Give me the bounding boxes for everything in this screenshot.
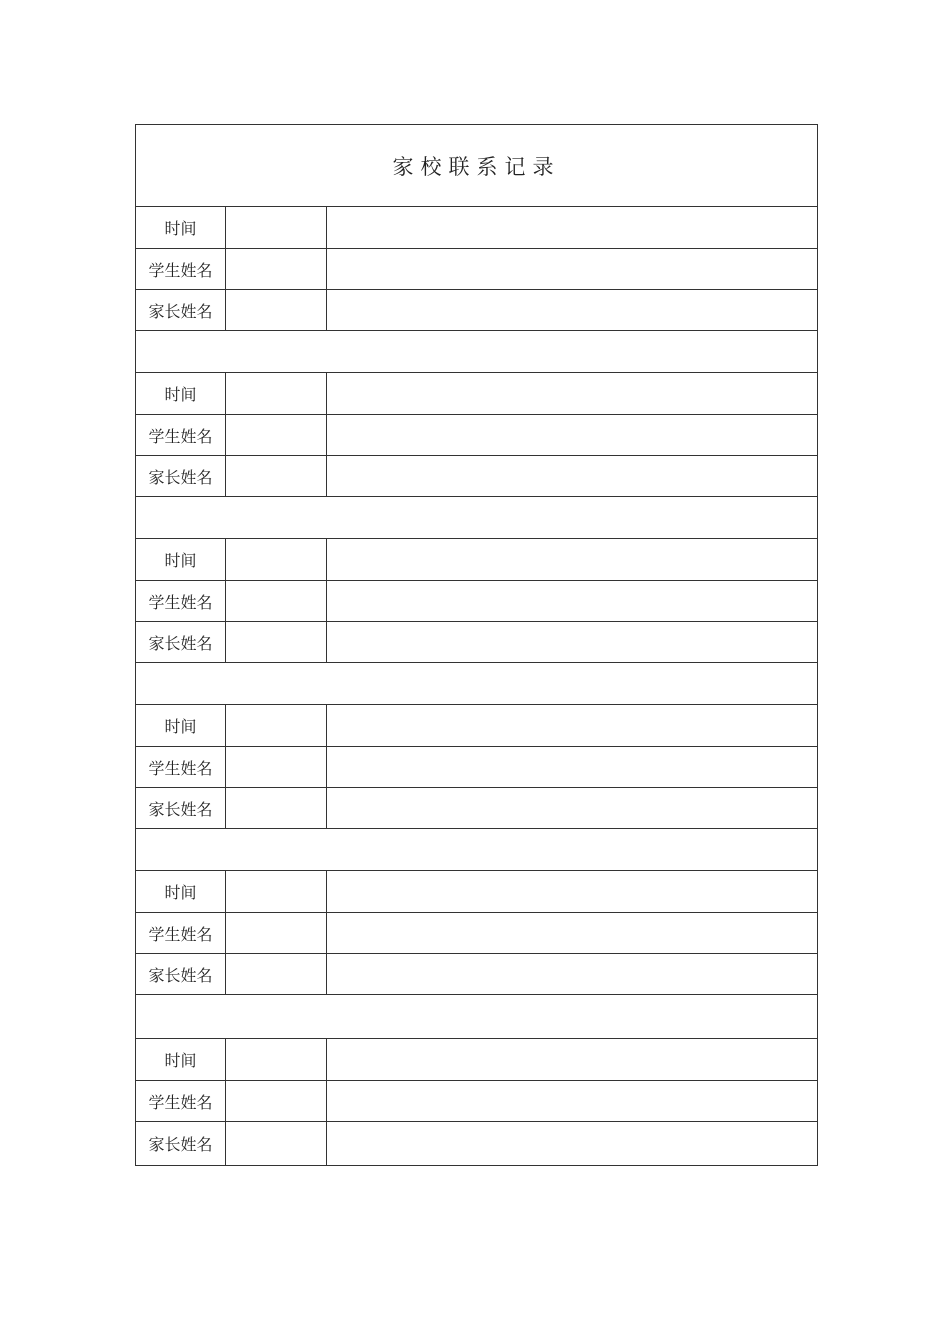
- value-cell-student-name[interactable]: [226, 249, 327, 290]
- notes-cell[interactable]: [327, 954, 818, 995]
- record-row-parent-name: [136, 622, 818, 663]
- label-time: 时间: [136, 705, 226, 747]
- notes-cell[interactable]: [327, 249, 818, 290]
- label-parent-name: 家长姓名: [136, 290, 226, 331]
- notes-cell[interactable]: [327, 581, 818, 622]
- notes-cell[interactable]: [327, 622, 818, 663]
- record-row-time: [136, 207, 818, 249]
- label-parent-name: 家长姓名: [136, 788, 226, 829]
- record-row-parent-name: [136, 1122, 818, 1166]
- value-cell-time[interactable]: [226, 539, 327, 581]
- label-time: 时间: [136, 539, 226, 581]
- record-row-parent-name: [136, 456, 818, 497]
- separator-cell[interactable]: [136, 995, 818, 1039]
- value-cell-time[interactable]: [226, 373, 327, 415]
- value-cell-time[interactable]: [226, 871, 327, 913]
- notes-cell[interactable]: [327, 456, 818, 497]
- label-student-name: 学生姓名: [136, 1081, 226, 1122]
- notes-cell[interactable]: [327, 539, 818, 581]
- notes-cell[interactable]: [327, 415, 818, 456]
- label-time: 时间: [136, 373, 226, 415]
- group-separator-row: [136, 829, 818, 871]
- title-row: [136, 125, 818, 207]
- group-separator-row: [136, 663, 818, 705]
- value-cell-parent-name[interactable]: [226, 954, 327, 995]
- label-parent-name: 家长姓名: [136, 1122, 226, 1166]
- notes-cell[interactable]: [327, 1039, 818, 1081]
- record-row-parent-name: [136, 290, 818, 331]
- notes-cell[interactable]: [327, 788, 818, 829]
- label-time: 时间: [136, 1039, 226, 1081]
- value-cell-parent-name[interactable]: [226, 456, 327, 497]
- label-parent-name: 家长姓名: [136, 954, 226, 995]
- notes-cell[interactable]: [327, 1081, 818, 1122]
- group-separator-row: [136, 497, 818, 539]
- value-cell-student-name[interactable]: [226, 747, 327, 788]
- record-row-student-name: [136, 747, 818, 788]
- separator-cell[interactable]: [136, 663, 818, 705]
- notes-cell[interactable]: [327, 913, 818, 954]
- record-row-student-name: [136, 581, 818, 622]
- group-separator-row: [136, 331, 818, 373]
- label-time: 时间: [136, 871, 226, 913]
- record-row-time: [136, 1039, 818, 1081]
- label-student-name: 学生姓名: [136, 581, 226, 622]
- record-row-time: [136, 539, 818, 581]
- group-separator-row: [136, 995, 818, 1039]
- value-cell-parent-name[interactable]: [226, 290, 327, 331]
- notes-cell[interactable]: [327, 373, 818, 415]
- record-row-time: [136, 373, 818, 415]
- label-student-name: 学生姓名: [136, 249, 226, 290]
- record-row-student-name: [136, 415, 818, 456]
- notes-cell[interactable]: [327, 747, 818, 788]
- label-student-name: 学生姓名: [136, 747, 226, 788]
- value-cell-parent-name[interactable]: [226, 788, 327, 829]
- form-title: 家校联系记录: [136, 125, 818, 207]
- label-parent-name: 家长姓名: [136, 456, 226, 497]
- value-cell-student-name[interactable]: [226, 415, 327, 456]
- notes-cell[interactable]: [327, 290, 818, 331]
- label-parent-name: 家长姓名: [136, 622, 226, 663]
- value-cell-student-name[interactable]: [226, 581, 327, 622]
- label-student-name: 学生姓名: [136, 415, 226, 456]
- value-cell-time[interactable]: [226, 705, 327, 747]
- record-row-student-name: [136, 913, 818, 954]
- label-time: 时间: [136, 207, 226, 249]
- value-cell-student-name[interactable]: [226, 913, 327, 954]
- value-cell-student-name[interactable]: [226, 1081, 327, 1122]
- separator-cell[interactable]: [136, 829, 818, 871]
- record-row-time: [136, 871, 818, 913]
- value-cell-parent-name[interactable]: [226, 1122, 327, 1166]
- notes-cell[interactable]: [327, 1122, 818, 1166]
- record-row-parent-name: [136, 954, 818, 995]
- separator-cell[interactable]: [136, 497, 818, 539]
- contact-record-table: [135, 124, 818, 1166]
- notes-cell[interactable]: [327, 705, 818, 747]
- value-cell-time[interactable]: [226, 207, 327, 249]
- record-row-time: [136, 705, 818, 747]
- value-cell-time[interactable]: [226, 1039, 327, 1081]
- separator-cell[interactable]: [136, 331, 818, 373]
- notes-cell[interactable]: [327, 207, 818, 249]
- notes-cell[interactable]: [327, 871, 818, 913]
- record-row-student-name: [136, 249, 818, 290]
- record-row-parent-name: [136, 788, 818, 829]
- record-row-student-name: [136, 1081, 818, 1122]
- value-cell-parent-name[interactable]: [226, 622, 327, 663]
- label-student-name: 学生姓名: [136, 913, 226, 954]
- table-body: [136, 125, 818, 1166]
